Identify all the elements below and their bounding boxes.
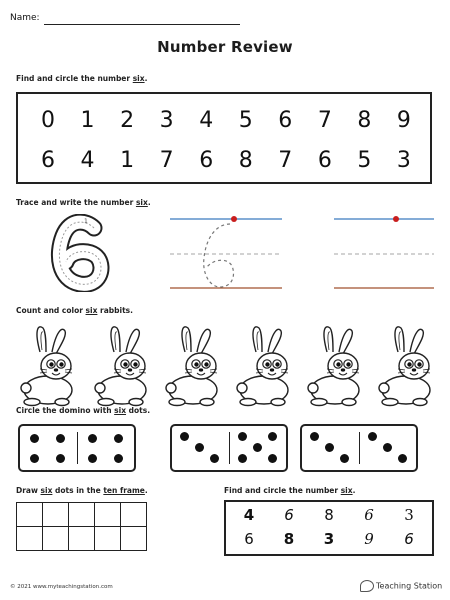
number-cell[interactable]: 4: [80, 148, 95, 173]
instruction-circle-domino: Circle the domino with six dots.: [16, 406, 151, 415]
number-cell[interactable]: 7: [159, 148, 174, 173]
number-cell[interactable]: 6: [244, 530, 254, 548]
number-box: [16, 92, 432, 184]
instruction-color-rabbits: Count and color six rabbits.: [16, 306, 133, 315]
number-cell[interactable]: 6: [278, 108, 293, 133]
number-cell[interactable]: 2: [120, 108, 135, 133]
ten-frame-cell[interactable]: [69, 527, 95, 551]
ten-frame-cell[interactable]: [17, 503, 43, 527]
rabbit[interactable]: [234, 322, 296, 410]
brand-icon: [360, 580, 374, 592]
instruction-trace-six: Trace and write the number six.: [16, 198, 151, 207]
number-cell[interactable]: 8: [357, 108, 372, 133]
rabbit[interactable]: [92, 322, 154, 410]
page-title: Number Review: [157, 38, 293, 56]
number-cell[interactable]: 0: [41, 108, 55, 133]
number-cell[interactable]: 5: [357, 148, 372, 173]
number-cell[interactable]: 3: [323, 530, 335, 548]
ten-frame-cell[interactable]: [95, 527, 121, 551]
number-cell[interactable]: 6: [404, 530, 414, 548]
ten-frame-cell[interactable]: [95, 503, 121, 527]
model-digit-six: [50, 214, 110, 292]
copyright-text: © 2021 www.myteachingstation.com: [10, 584, 113, 590]
start-dot: [231, 216, 237, 222]
number-cell[interactable]: 7: [317, 108, 332, 133]
number-cell[interactable]: 4: [199, 108, 214, 133]
instruction-find-six: Find and circle the number six.: [16, 74, 148, 83]
ten-frame-cell[interactable]: [69, 503, 95, 527]
number-cell[interactable]: 6: [284, 506, 294, 524]
rabbit[interactable]: [163, 322, 225, 410]
rabbit[interactable]: [18, 322, 80, 410]
number-cell[interactable]: 6: [41, 148, 55, 173]
ten-frame-cell[interactable]: [121, 503, 147, 527]
find-six-box: [224, 500, 434, 556]
number-cell[interactable]: 1: [120, 148, 135, 173]
ten-frame[interactable]: [16, 502, 147, 551]
number-cell[interactable]: 6: [199, 148, 214, 173]
number-cell[interactable]: 8: [238, 148, 253, 173]
name-line[interactable]: [44, 24, 240, 25]
find-row-1: [234, 506, 424, 524]
number-row-1: [30, 108, 422, 133]
number-cell[interactable]: 7: [278, 148, 293, 173]
start-dot: [393, 216, 399, 222]
number-cell[interactable]: 6: [317, 148, 332, 173]
name-label: Name:: [10, 13, 40, 23]
number-cell[interactable]: 4: [243, 506, 255, 524]
brand-logo: [360, 580, 442, 592]
domino-4-4[interactable]: [18, 424, 136, 472]
ten-frame-cell[interactable]: [43, 503, 69, 527]
svg-text:1: 1: [84, 218, 88, 225]
rabbit[interactable]: [376, 322, 438, 410]
domino-3-5[interactable]: [170, 424, 288, 472]
number-cell[interactable]: 1: [80, 108, 95, 133]
brand-name: Teaching Station: [376, 581, 443, 591]
ten-frame-cell[interactable]: [17, 527, 43, 551]
number-cell[interactable]: 9: [396, 108, 411, 133]
number-cell[interactable]: 3: [404, 506, 414, 524]
number-cell[interactable]: 3: [159, 108, 174, 133]
number-cell[interactable]: 9: [364, 530, 374, 548]
find-row-2: [234, 530, 424, 548]
rabbit[interactable]: [305, 322, 367, 410]
number-cell[interactable]: 3: [396, 148, 411, 173]
instruction-ten-frame: Draw six dots in the ten frame.: [16, 486, 148, 495]
number-row-2: [30, 148, 422, 173]
writing-lines[interactable]: [334, 214, 434, 292]
domino-3-3[interactable]: [300, 424, 418, 472]
number-cell[interactable]: 8: [283, 530, 295, 548]
number-cell[interactable]: 6: [364, 506, 374, 524]
number-cell[interactable]: 5: [238, 108, 253, 133]
ten-frame-cell[interactable]: [121, 527, 147, 551]
instruction-find-six-2: Find and circle the number six.: [224, 486, 356, 495]
tracing-lines[interactable]: [170, 214, 282, 292]
ten-frame-cell[interactable]: [43, 527, 69, 551]
number-cell[interactable]: 8: [324, 506, 334, 524]
